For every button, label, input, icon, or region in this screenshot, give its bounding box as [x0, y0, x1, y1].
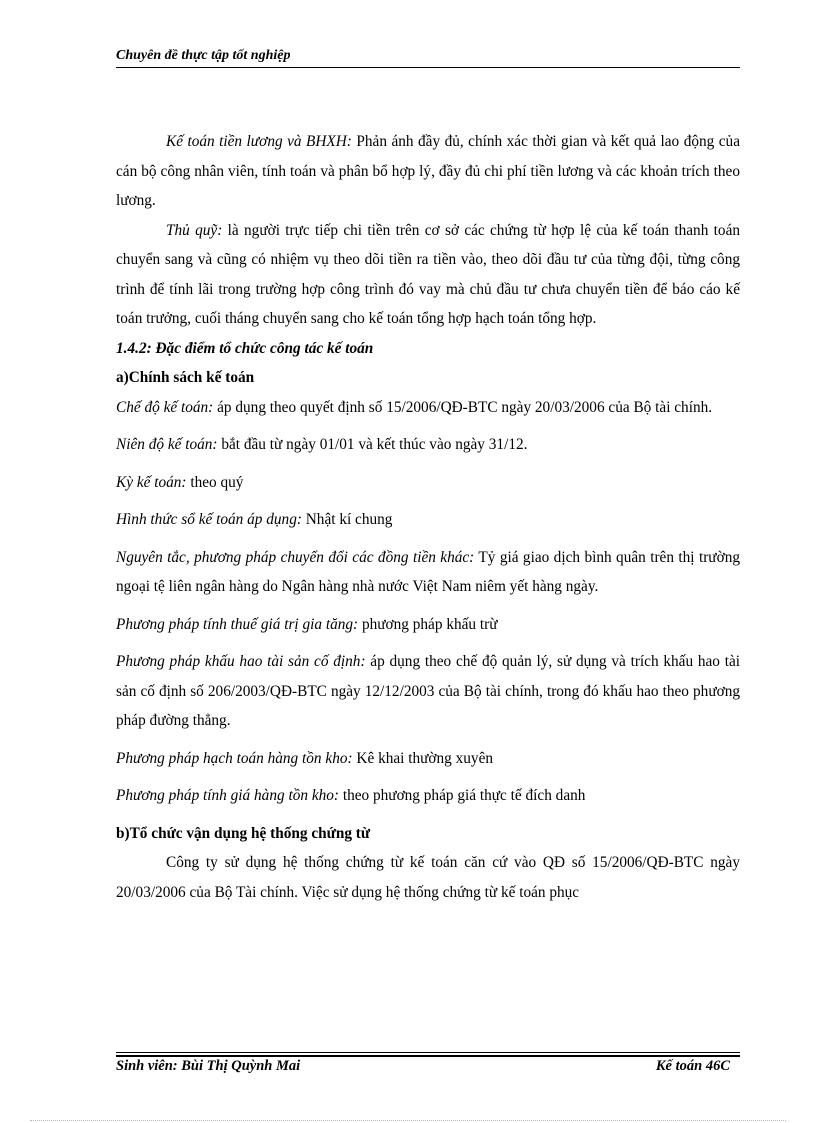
term-thu-quy: Thủ quỹ: [166, 221, 223, 239]
paragraph-tinh-gia-htk [116, 781, 740, 811]
paragraph-text: áp dụng theo quyết định số 15/2006/QĐ-BTC ngày 20/03/2006 của Bộ tài chính. [213, 398, 713, 416]
paragraph-nguyen-tac [116, 543, 740, 602]
term-tinh-gia-htk: Phương pháp tính giá hàng tồn kho: [116, 787, 339, 804]
term-khau-hao: Phương pháp khấu hao tài sản cố định: [116, 653, 366, 670]
subsection-heading-a: a)Chính sách kế toán [116, 369, 255, 386]
paragraph-ke-toan-tien-luong [116, 127, 740, 216]
paragraph-text: Tỷ giá giao dịch bình quân trên thị trường ngoại tệ liên ngân hàng do Ngân hàng nhà nước Việt Nam niêm yết hàng ngày. [116, 548, 740, 595]
paragraph-che-do-ke-toan [116, 393, 740, 423]
paragraph-hinh-thuc-so [116, 505, 740, 535]
term-hach-toan-htk: Phương pháp hạch toán hàng tồn kho: [116, 749, 353, 767]
footer-rule-thick [116, 1055, 740, 1057]
term-che-do-ke-toan: Chế độ kế toán: [116, 398, 214, 416]
footer-class: Kế toán 46C [655, 1058, 730, 1074]
paragraph-text: Kê khai thường xuyên [352, 749, 494, 767]
paragraph-ky-ke-toan [116, 468, 740, 498]
paragraph-text: bắt đầu từ ngày 01/01 và kết thúc vào ngày 31/12. [217, 436, 528, 453]
page-bottom-border [30, 1120, 786, 1121]
footer-rule-thin [116, 1052, 740, 1053]
paragraph-text: phương pháp khấu trừ [358, 615, 498, 633]
paragraph-text: Nhật kí chung [301, 511, 393, 528]
term-ke-toan-tien-luong: Kế toán tiền lương và BHXH: [166, 133, 352, 150]
subsection-heading-b: b)Tổ chức vận dụng hệ thống chứng từ [116, 824, 371, 842]
paragraph-khau-hao [116, 647, 740, 736]
footer-student-name: Sinh viên: Bùi Thị Quỳnh Mai [116, 1058, 301, 1074]
header-rule [116, 67, 740, 68]
paragraph-hach-toan-htk [116, 744, 740, 774]
term-nguyen-tac: Nguyên tắc, phương pháp chuyển đổi các đồng tiền khác: [116, 548, 475, 566]
page-header-title: Chuyên đề thực tập tốt nghiệp [116, 48, 291, 63]
paragraph-nien-do [116, 430, 740, 460]
paragraph-text: là người trực tiếp chi tiền trên cơ sở các chứng từ hợp lệ của kế toán thanh toán chuyển sang và cũng có nhiệm vụ theo dõi tiền ra tiền vào, theo dõi đầu tư của từng đội, từng công trình để tính lãi trong trường hợp công trình đó vay mà chủ đầu tư chưa chuyển tiền để báo cáo kế toán trưởng, cuối tháng chuyển sang cho kế toán tổng hợp hạch toán tổng hợp. [116, 221, 741, 327]
term-thue-gtgt: Phương pháp tính thuế giá trị gia tăng: [116, 615, 359, 633]
paragraph-chung-tu: Công ty sử dụng hệ thống chứng từ kế toán căn cứ vào QĐ số 15/2006/QĐ-BTC ngày 20/03/2006 của Bộ Tài chính. Việc sử dụng hệ thống chứng từ kế toán phục [116, 854, 740, 901]
paragraph-text: áp dụng theo chế độ quản lý, sử dụng và trích khấu hao tài sản cố định số 206/2003/QĐ-BTC ngày 12/12/2003 của Bộ tài chính, trong đó khấu hao theo phương pháp đường thẳng. [116, 653, 740, 729]
section-heading-1-4-2: 1.4.2: Đặc điểm tổ chức công tác kế toán [116, 339, 374, 357]
term-ky-ke-toan: Kỳ kế toán: [116, 473, 187, 491]
paragraph-text: theo quý [186, 473, 244, 491]
paragraph-thue-gtgt [116, 610, 740, 640]
paragraph-text: Phản ánh đầy đủ, chính xác thời gian và kết quả lao động của cán bộ công nhân viên, tính toán và phân bổ hợp lý, đầy đủ chi phí tiền lương và các khoản trích theo lương. [116, 133, 740, 209]
term-hinh-thuc-so: Hình thức sổ kế toán áp dụng: [116, 511, 302, 528]
term-nien-do: Niên độ kế toán: [116, 436, 218, 453]
paragraph-thu-quy [116, 216, 740, 334]
document-body [116, 127, 740, 907]
paragraph-text: theo phương pháp giá thực tế đích danh [339, 787, 586, 804]
